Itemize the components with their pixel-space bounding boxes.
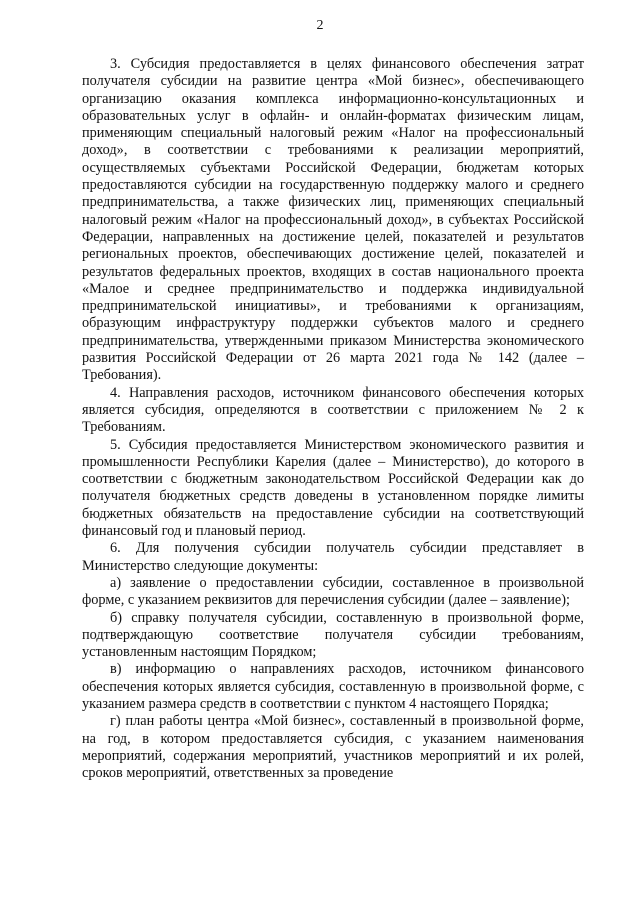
paragraph-4: 4. Направления расходов, источником финансового обеспечения которых является субсидия, определяются в соответствии с приложением № 2 к Требованиям. [82, 384, 584, 436]
paragraph-5: 5. Субсидия предоставляется Министерством экономического развития и промышленности Республики Карелия (далее – Министерство), до которого в соответствии с бюджетным законодательством Российской Федерации как до получателя бюджетных средств доведены в установленном порядке лимиты бюджетных обязательств на предоставление субсидии на соответствующий финансовый год и плановый период. [82, 436, 584, 540]
list-item-g: г) план работы центра «Мой бизнес», составленный в произвольной форме, на год, в котором предоставляется субсидия, с указанием наименования мероприятий, содержания мероприятий, участников мероприятий и их ролей, сроков мероприятий, ответственных за проведение [82, 713, 584, 782]
paragraph-3: 3. Субсидия предоставляется в целях финансового обеспечения затрат получателя субсидии на развитие центра «Мой бизнес», обеспечивающего организацию оказания комплекса информационно-консультационных и образовательных услуг в офлайн- и онлайн-форматах физическим лицам, применяющим специальный налоговый режим «Налог на профессиональный доход», в соответствии с требованиями к реализации мероприятий, осуществляемых субъектами Российской Федерации, бюджетам которых предоставляются субсидии на государственную поддержку малого и среднего предпринимательства, а также физических лиц, применяющих специальный налоговый режим «Налог на профессиональный доход», в субъектах Российской Федерации, направленных на достижение целей, показателей и результатов региональных проектов, обеспечивающих достижение целей, показателей и результатов федеральных проектов, входящих в состав национального проекта «Малое и среднее предпринимательство и поддержка индивидуальной предпринимательской инициативы», и требованиями к организациям, образующим инфраструктуру поддержки субъектов малого и среднего предпринимательства, утвержденными приказом Министерства экономического развития Российской Федерации от 26 марта 2021 года № 142 (далее – Требования). [82, 56, 584, 384]
list-item-a: а) заявление о предоставлении субсидии, составленное в произвольной форме, с указанием реквизитов для перечисления субсидии (далее – заявление); [82, 574, 584, 609]
paragraph-6: 6. Для получения субсидии получатель субсидии представляет в Министерство следующие документы: [82, 540, 584, 574]
page-number: 2 [316, 18, 324, 33]
list-item-b: б) справку получателя субсидии, составленную в произвольной форме, подтверждающую соответствие получателя субсидии требованиям, установленным настоящим Порядком; [82, 609, 584, 661]
document-body [82, 56, 584, 782]
list-item-v: в) информацию о направлениях расходов, источником финансового обеспечения которых является субсидия, составленную в произвольной форме, с указанием размера средств в соответствии с пунктом 4 настоящего Порядка; [82, 661, 584, 712]
